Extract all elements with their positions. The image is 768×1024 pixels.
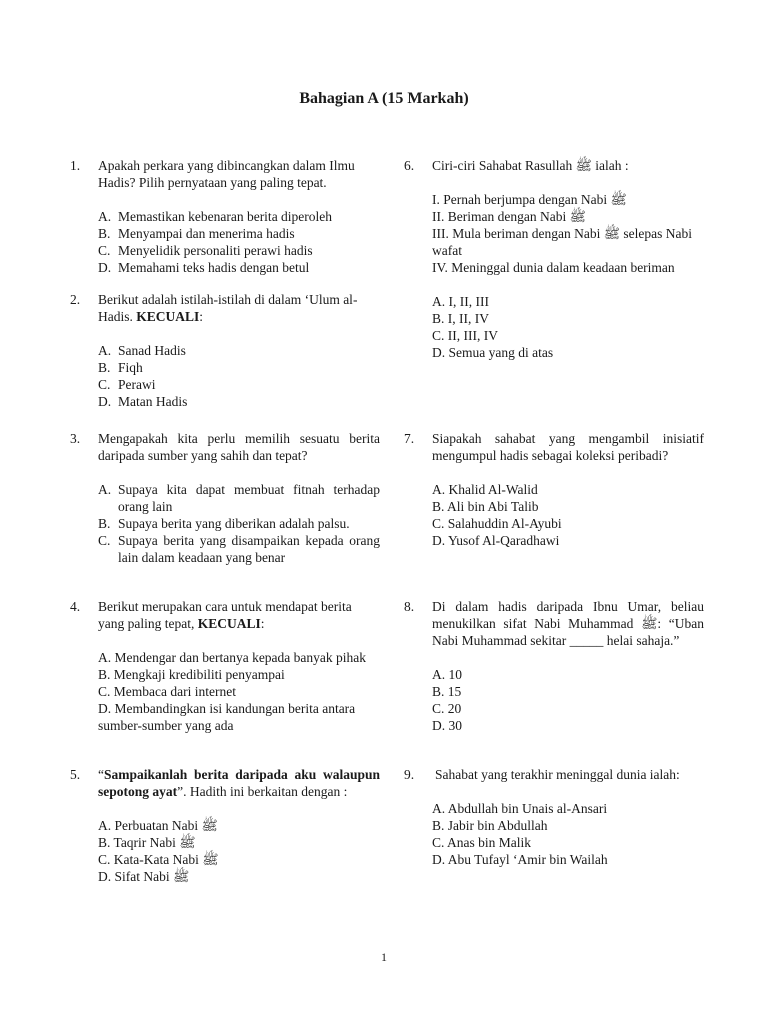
option-d[interactable]: D. Memahami teks hadis dengan betul — [98, 260, 310, 275]
question-number: 5. — [70, 767, 81, 782]
options-list — [98, 649, 380, 734]
option-b[interactable]: B. Jabir bin Abdullah — [432, 818, 548, 833]
option-c[interactable]: C. Menyelidik personaliti perawi hadis — [98, 243, 313, 258]
option-d[interactable]: D. Matan Hadis — [98, 394, 188, 409]
option-c[interactable]: C. Membaca dari internet — [98, 684, 236, 699]
statement-1: I. Pernah berjumpa dengan Nabi ﷺ — [432, 192, 627, 207]
question-8 — [404, 598, 704, 734]
option-a[interactable]: A. Supaya kita dapat membuat fitnah terhadap orang lain — [98, 482, 380, 514]
question-stem: Siapakah sahabat yang mengambil inisiatif mengumpul hadis sebagai koleksi peribadi? — [432, 431, 704, 463]
except-keyword: KECUALI — [136, 309, 200, 324]
question-number: 4. — [70, 599, 81, 614]
question-stem: Apakah perkara yang dibincangkan dalam Ilmu Hadis? Pilih pernyataan yang paling tepat. — [98, 158, 355, 190]
option-b[interactable]: B. Ali bin Abi Talib — [432, 499, 539, 514]
options-list — [432, 800, 704, 868]
question-number: 8. — [404, 599, 415, 614]
option-a[interactable]: A. Memastikan kebenaran berita diperoleh — [98, 209, 333, 224]
option-a[interactable]: A. Khalid Al-Walid — [432, 482, 538, 497]
option-b[interactable]: B. Menyampai dan menerima hadis — [98, 226, 295, 241]
question-5 — [70, 766, 380, 885]
statement-3: III. Mula beriman dengan Nabi ﷺ selepas Nabi wafat — [432, 226, 692, 258]
option-c[interactable]: C. Perawi — [98, 377, 156, 392]
option-d[interactable]: D. 30 — [432, 718, 462, 733]
question-number: 2. — [70, 292, 81, 307]
question-6 — [404, 157, 704, 361]
question-3 — [70, 430, 380, 566]
statements-list — [432, 191, 704, 276]
except-keyword: KECUALI — [197, 616, 261, 631]
question-stem: Ciri-ciri Sahabat Rasullah ﷺ ialah : — [432, 158, 629, 173]
options-list — [98, 342, 380, 410]
question-9 — [404, 766, 704, 868]
option-a[interactable]: A. Perbuatan Nabi ﷺ — [98, 818, 218, 833]
option-c[interactable]: C. Salahuddin Al-Ayubi — [432, 516, 562, 531]
question-stem: Di dalam hadis daripada Ibnu Umar, beliau menukilkan sifat Nabi Muhammad ﷺ: “Uban Nabi Muhammad sekitar _____ helai sahaja.” — [432, 599, 705, 648]
options-list — [98, 208, 380, 276]
option-a[interactable]: A. Mendengar dan bertanya kepada banyak pihak — [98, 650, 367, 665]
hadith-quote: Sampaikanlah berita daripada aku walaupun sepotong ayat — [98, 767, 380, 799]
question-stem: Mengapakah kita perlu memilih sesuatu berita daripada sumber yang sahih dan tepat? — [98, 431, 380, 463]
option-a[interactable]: A. Abdullah bin Unais al-Ansari — [432, 801, 608, 816]
option-c[interactable]: C. 20 — [432, 701, 462, 716]
options-list — [98, 481, 380, 566]
option-b[interactable]: B. Supaya berita yang diberikan adalah palsu. — [98, 516, 350, 531]
question-stem: Berikut adalah istilah-istilah di dalam ‘Ulum al-Hadis. KECUALI: — [98, 292, 358, 324]
option-c[interactable]: C. II, III, IV — [432, 328, 498, 343]
statement-2: II. Beriman dengan Nabi ﷺ — [432, 209, 586, 224]
page-number: 1 — [381, 950, 387, 964]
question-4 — [70, 598, 380, 734]
option-c[interactable]: C. Anas bin Malik — [432, 835, 532, 850]
option-c[interactable]: C. Supaya berita yang disampaikan kepada orang lain dalam keadaan yang benar — [98, 533, 380, 565]
question-number: 6. — [404, 158, 415, 173]
option-d[interactable]: D. Yusof Al-Qaradhawi — [432, 533, 560, 548]
option-a[interactable]: A. Sanad Hadis — [98, 343, 186, 358]
question-stem: Sahabat yang terakhir meninggal dunia ialah: — [435, 767, 680, 782]
option-c[interactable]: C. Kata-Kata Nabi ﷺ — [98, 852, 219, 867]
option-b[interactable]: B. Fiqh — [98, 360, 143, 375]
option-b[interactable]: B. I, II, IV — [432, 311, 489, 326]
question-stem: Berikut merupakan cara untuk mendapat berita yang paling tepat, KECUALI: — [98, 599, 352, 631]
question-1 — [70, 157, 380, 276]
section-title: Bahagian A (15 Markah) — [299, 90, 469, 107]
option-d[interactable]: D. Sifat Nabi ﷺ — [98, 869, 190, 884]
question-number: 3. — [70, 431, 81, 446]
question-number: 7. — [404, 431, 415, 446]
option-a[interactable]: A. I, II, III — [432, 294, 489, 309]
option-b[interactable]: B. 15 — [432, 684, 462, 699]
options-list — [432, 293, 704, 361]
question-number: 9. — [404, 767, 415, 782]
options-list — [432, 481, 704, 549]
statement-4: IV. Meninggal dunia dalam keadaan beriman — [432, 260, 675, 275]
option-b[interactable]: B. Mengkaji kredibiliti penyampai — [98, 667, 285, 682]
question-7 — [404, 430, 704, 549]
option-d[interactable]: D. Membandingkan isi kandungan berita antara sumber-sumber yang ada — [98, 701, 356, 733]
option-b[interactable]: B. Taqrir Nabi ﷺ — [98, 835, 196, 850]
option-d[interactable]: D. Abu Tufayl ‘Amir bin Wailah — [432, 852, 608, 867]
options-list — [432, 666, 704, 734]
question-number: 1. — [70, 158, 81, 173]
option-a[interactable]: A. 10 — [432, 667, 462, 682]
option-d[interactable]: D. Semua yang di atas — [432, 345, 554, 360]
question-2 — [70, 291, 380, 410]
question-stem: “Sampaikanlah berita daripada aku walaupun sepotong ayat”. Hadith ini berkaitan dengan : — [98, 767, 380, 799]
options-list — [98, 817, 380, 885]
